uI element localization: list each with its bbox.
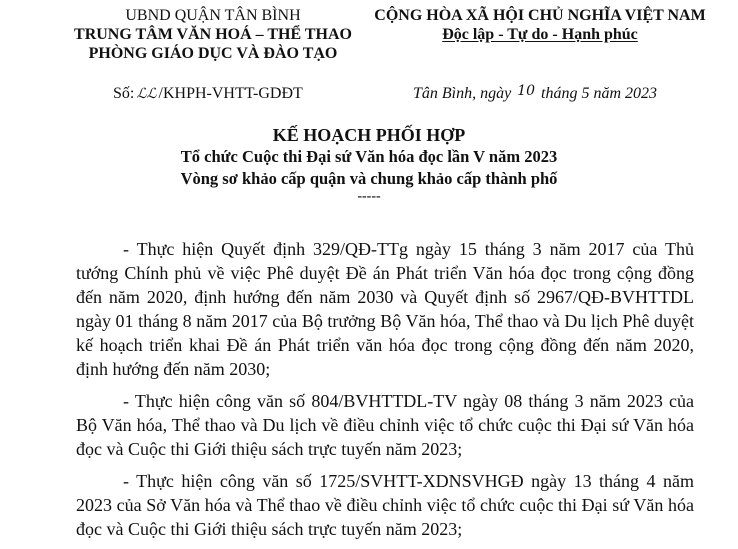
paragraph: - Thực hiện công văn số 804/BVHTTDL-TV ngày 08 tháng 3 năm 2023 của Bộ Văn hóa, Thể thao và Du lịch về điều chỉnh việc tổ chức cuộc thi Đại sứ Văn hóa đọc và Cuộc thi Giới thiệu sách trực tuyến năm 2023; [76, 391, 694, 459]
docno-handwritten-number: ℒℒ [136, 86, 157, 102]
national-motto: Độc lập - Tự do - Hạnh phúc [442, 26, 638, 43]
docno-code: /KHPH-VHTT-GDĐT [158, 85, 303, 102]
date-month-year: tháng 5 năm 2023 [541, 85, 658, 102]
date-place: Tân Bình, ngày [413, 85, 512, 102]
parent-agency: UBND QUẬN TÂN BÌNH [125, 7, 301, 24]
subtitle-line-1: Tổ chức Cuộc thi Đại sứ Văn hóa đọc lần V năm 2023 [180, 147, 558, 166]
date-line [413, 85, 657, 103]
title-separator: ----- [357, 189, 381, 204]
nation-title: CỘNG HÒA XÃ HỘI CHỦ NGHĨA VIỆT NAM [374, 7, 706, 24]
paragraph: - Thực hiện công văn số 1725/SVHTT-XDNSVHGĐ ngày 13 tháng 4 năm 2023 của Sở Văn hóa và Thể thao về điều chỉnh việc tổ chức cuộc thi Đại sứ Văn hóa đọc và Cuộc thi Giới thiệu sách trực tuyến năm 2023; [76, 471, 694, 539]
document-subtitle [0, 146, 738, 190]
paragraph: - Thực hiện Quyết định 329/QĐ-TTg ngày 15 tháng 3 năm 2017 của Thủ tướng Chính phủ về việc Phê duyệt Đề án Phát triển Văn hóa đọc trong cộng đồng đến năm 2020, định hướng đến năm 2030 và Quyết định số 2967/QĐ-BVHTTDL ngày 01 tháng 8 năm 2017 của Bộ trưởng Bộ Văn hóa, Thể thao và Du lịch Phê duyệt kế hoạch triển khai Đề án Phát triển văn hóa đọc trong cộng đồng đến năm 2020, định hướng đến năm 2030; [76, 239, 694, 379]
subtitle-line-2: Vòng sơ khảo cấp quận và chung khảo cấp thành phố [180, 169, 558, 188]
issuing-agency-block [52, 6, 374, 63]
document-number [113, 85, 303, 103]
national-header-block [360, 6, 720, 44]
date-handwritten-day: 10 [517, 83, 536, 99]
document-body [76, 237, 694, 549]
agency-name-2: PHÒNG GIÁO DỤC VÀ ĐÀO TẠO [88, 45, 338, 62]
agency-name-1: TRUNG TÂM VĂN HOÁ – THỂ THAO [74, 26, 352, 43]
docno-prefix: Số: [113, 85, 135, 102]
document-title: KẾ HOẠCH PHỐI HỢP [272, 125, 466, 145]
